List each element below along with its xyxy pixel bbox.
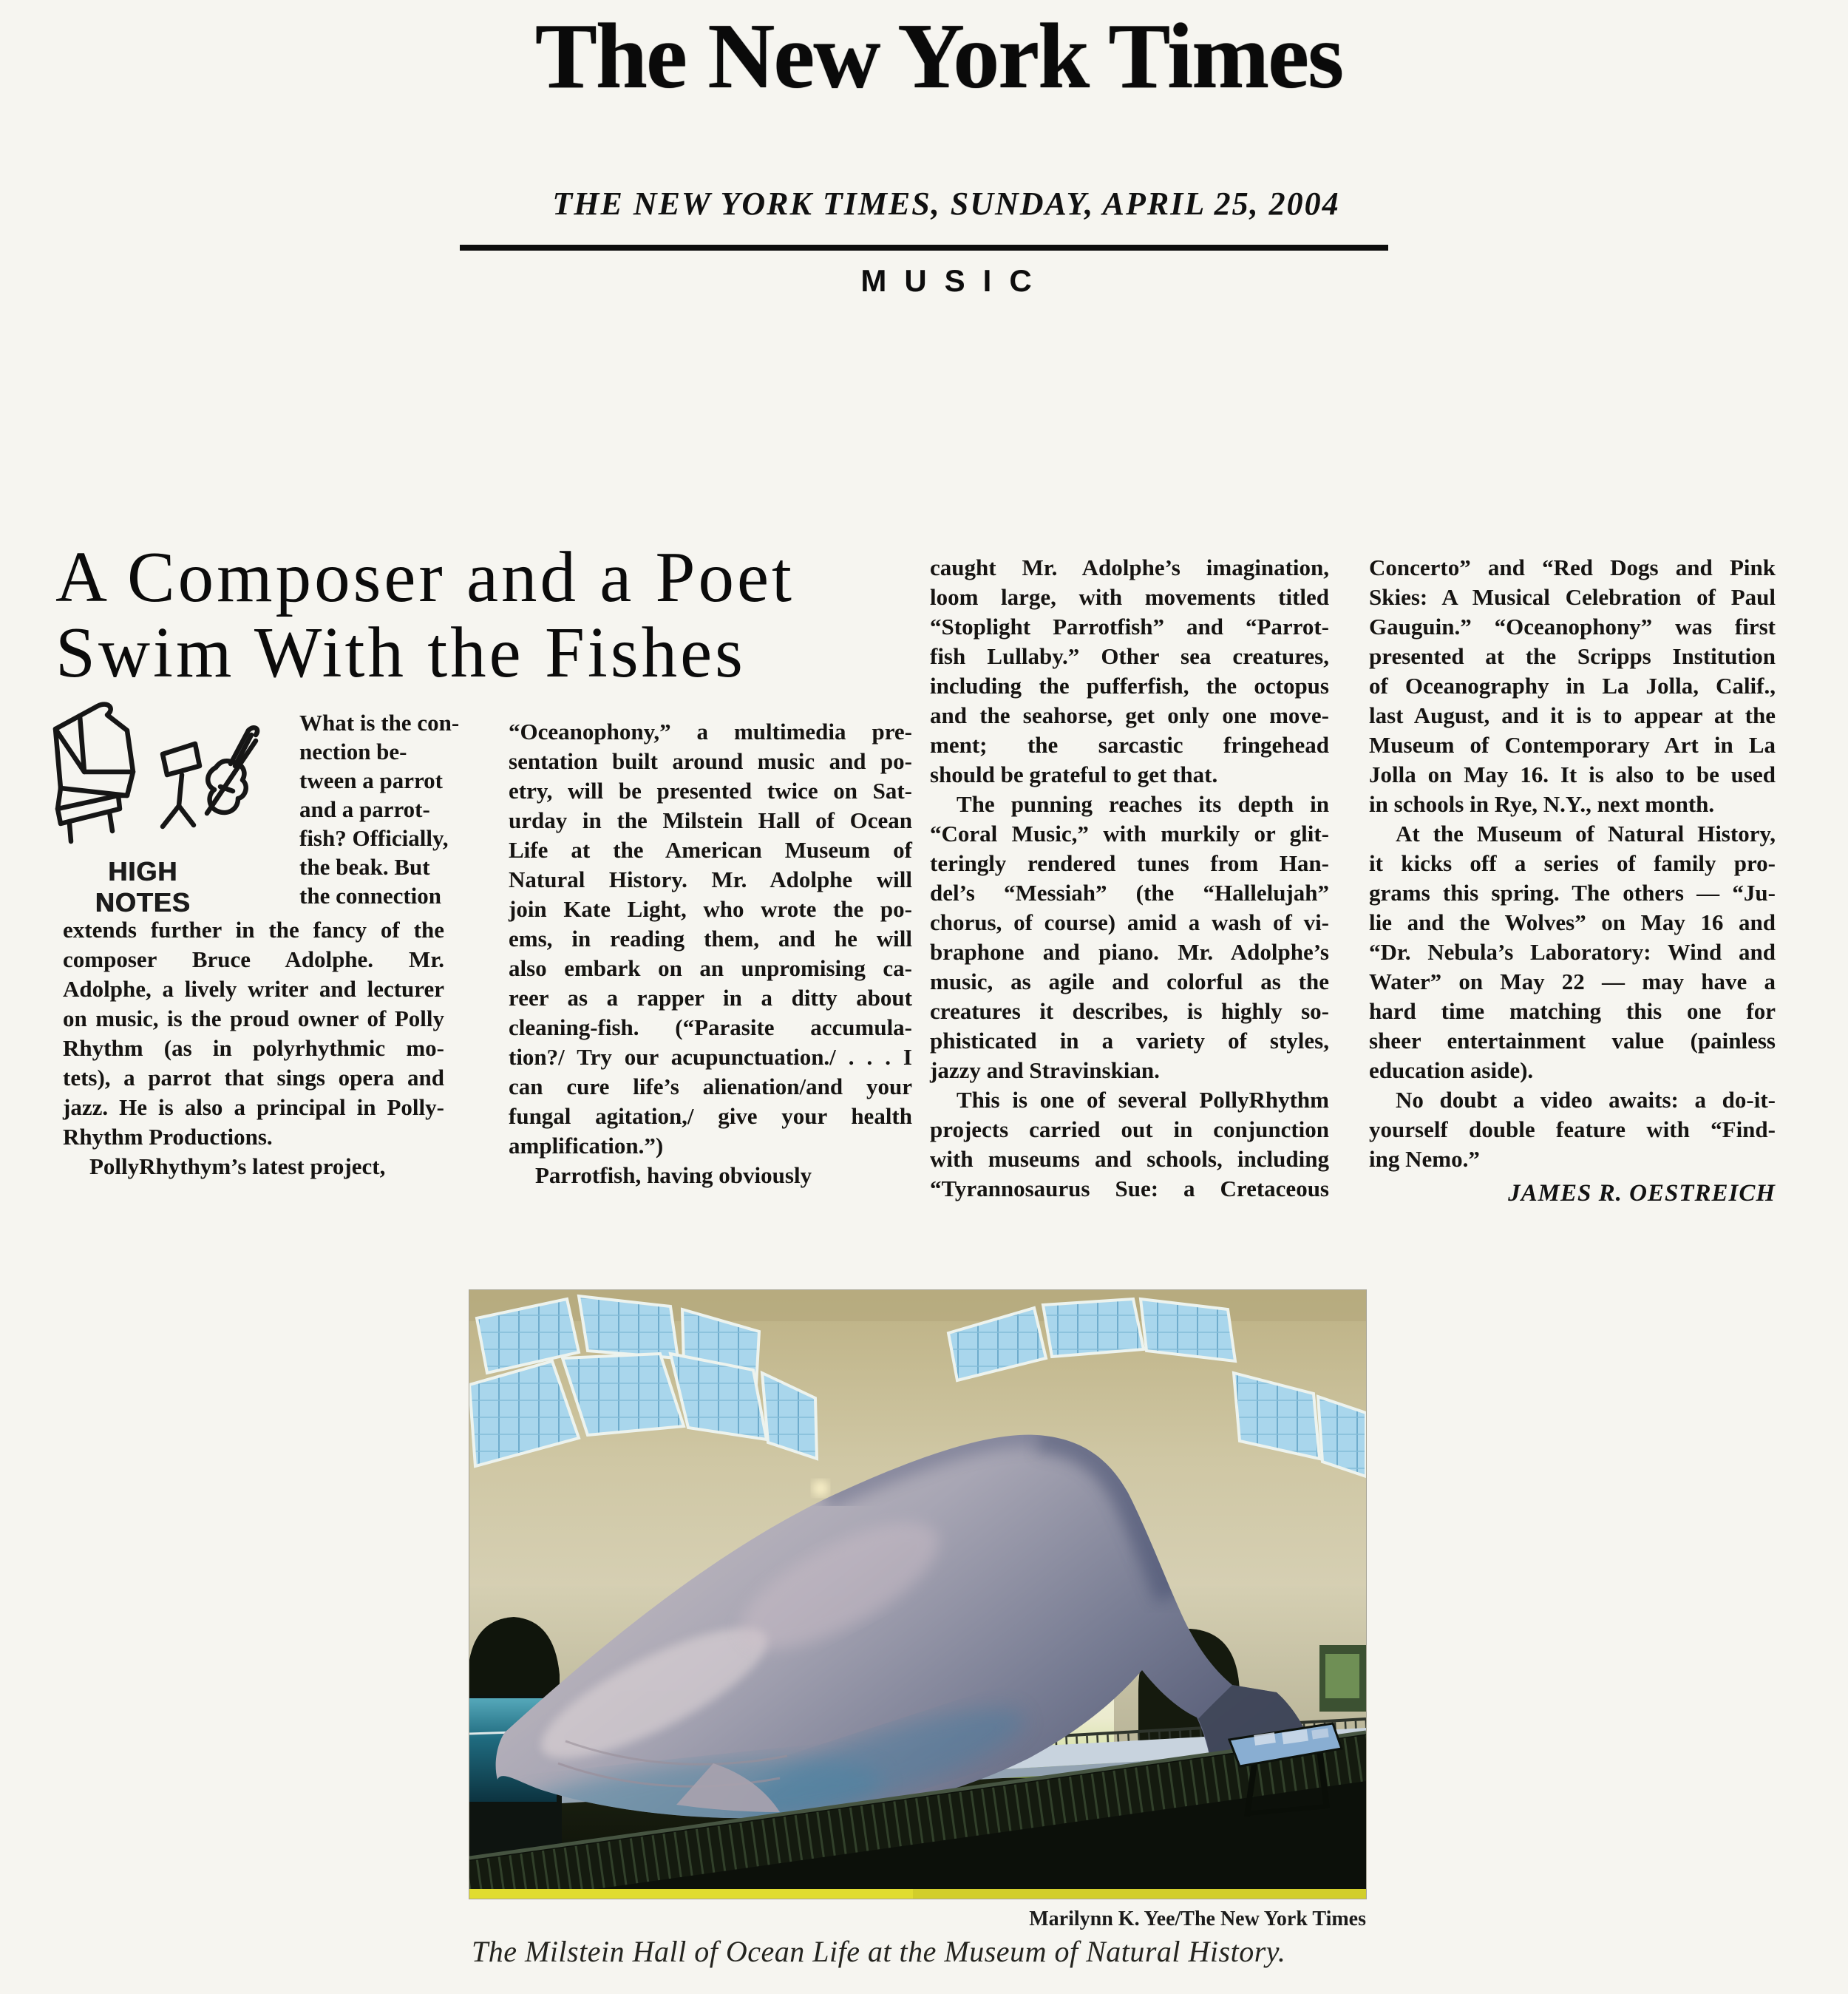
text-line: ems, in reading them, and he will xyxy=(509,926,912,952)
text-line: with museums and schools, including xyxy=(930,1146,1329,1172)
text-line: can cure life’s alienation/and your xyxy=(509,1074,912,1099)
text-line: reer as a rapper in a ditty about xyxy=(509,985,912,1011)
text-line: fungal agitation,/ give your health xyxy=(509,1103,912,1129)
kicker-label: HIGH NOTES xyxy=(95,856,191,918)
text-line: amplification.”) xyxy=(509,1133,664,1159)
section-rule xyxy=(460,245,1388,251)
text-line: Adolphe, a lively writer and lecturer xyxy=(63,976,444,1002)
text-line: Life at the American Museum of xyxy=(509,837,912,863)
photo-credit: Marilynn K. Yee/The New York Times xyxy=(1029,1907,1366,1930)
text-line: tets), a parrot that sings opera and xyxy=(63,1065,444,1091)
high-notes-icon xyxy=(50,701,287,852)
text-line: last August, and it is to appear at the xyxy=(1369,702,1776,728)
article-column-1 xyxy=(63,915,444,1181)
text-line: creatures it describes, is highly so- xyxy=(930,998,1329,1024)
text-line: in schools in Rye, N.Y., next month. xyxy=(1369,791,1715,817)
text-line: nection be- xyxy=(299,739,407,764)
text-line: Gauguin.” “Oceanophony” was first xyxy=(1369,614,1776,640)
text-line: jazz. He is also a principal in Polly- xyxy=(63,1094,444,1120)
text-line: Museum of Contemporary Art in La xyxy=(1369,732,1776,758)
text-line: “Dr. Nebula’s Laboratory: Wind and xyxy=(1369,939,1776,965)
masthead-title: The New York Times xyxy=(534,5,1343,108)
text-line: and the seahorse, get only one move- xyxy=(930,702,1329,728)
text-line: should be grateful to get that. xyxy=(930,762,1218,787)
text-line: it kicks off a series of family pro- xyxy=(1369,850,1776,876)
text-line: grams this spring. The others — “Ju- xyxy=(1369,880,1776,906)
text-line: “Oceanophony,” a multimedia pre- xyxy=(509,719,912,745)
photo-caption: The Milstein Hall of Ocean Life at the Museum of Natural History. xyxy=(472,1935,1286,1968)
text-line: composer Bruce Adolphe. Mr. xyxy=(63,946,444,972)
text-line: the beak. But xyxy=(299,854,430,880)
text-line: yourself double feature with “Find- xyxy=(1369,1116,1776,1142)
dateline: THE NEW YORK TIMES, SUNDAY, APRIL 25, 2004 xyxy=(552,186,1340,222)
photo-illustration xyxy=(469,1290,1366,1899)
text-line: Parrotfish, having obviously xyxy=(535,1162,812,1188)
text-line: hard time matching this one for xyxy=(1369,998,1776,1024)
text-line: What is the con- xyxy=(299,710,460,736)
article-column-4 xyxy=(1369,553,1776,1174)
text-line: education aside). xyxy=(1369,1057,1534,1083)
photo-bottom-strip xyxy=(469,1889,1366,1899)
text-line: chorus, of course) amid a wash of vi- xyxy=(930,909,1329,935)
text-line: extends further in the fancy of the xyxy=(63,917,444,943)
text-line: ing Nemo.” xyxy=(1369,1146,1480,1172)
article-byline: JAMES R. OESTREICH xyxy=(1508,1180,1776,1207)
text-line: of Oceanography in La Jolla, Calif., xyxy=(1369,673,1776,699)
text-line: “Tyrannosaurus Sue: a Cretaceous xyxy=(930,1176,1329,1201)
text-line: Rhythm Productions. xyxy=(63,1124,273,1150)
text-line: projects carried out in conjunction xyxy=(930,1116,1329,1142)
text-line: the connection xyxy=(299,883,442,909)
text-line: lie and the Wolves” on May 16 and xyxy=(1369,909,1776,935)
text-line: etry, will be presented twice on Sat- xyxy=(509,778,912,804)
text-line: Concerto” and “Red Dogs and Pink xyxy=(1369,555,1776,580)
text-line: fish? Officially, xyxy=(299,825,449,851)
text-line: Skies: A Musical Celebration of Paul xyxy=(1369,584,1776,610)
text-line: This is one of several PollyRhythm xyxy=(957,1087,1329,1113)
text-line: sheer entertainment value (painless xyxy=(1369,1028,1776,1054)
text-line: Natural History. Mr. Adolphe will xyxy=(509,867,912,892)
text-line: “Coral Music,” with murkily or glit- xyxy=(930,821,1329,847)
text-line: PollyRhythym’s latest project, xyxy=(89,1153,386,1179)
text-line: sentation built around music and po- xyxy=(509,748,912,774)
article-column-1-wrap xyxy=(299,708,484,910)
text-line: At the Museum of Natural History, xyxy=(1396,821,1776,847)
article-column-2 xyxy=(509,717,912,1190)
text-line: ment; the sarcastic fringehead xyxy=(930,732,1329,758)
headline-line-2: Swim With the Fishes xyxy=(55,613,746,692)
text-line: tween a parrot xyxy=(299,767,443,793)
text-line: on music, is the proud owner of Polly xyxy=(63,1006,444,1031)
text-line: teringly rendered tunes from Han- xyxy=(930,850,1329,876)
text-line: Jolla on May 16. It is also to be used xyxy=(1369,762,1776,787)
text-line: caught Mr. Adolphe’s imagination, xyxy=(930,555,1329,580)
text-line: “Stoplight Parrotfish” and “Parrot- xyxy=(930,614,1329,640)
headline xyxy=(55,540,942,691)
text-line: braphone and piano. Mr. Adolphe’s xyxy=(930,939,1329,965)
text-line: fish Lullaby.” Other sea creatures, xyxy=(930,643,1329,669)
article-column-3 xyxy=(930,553,1329,1204)
text-line: cleaning-fish. (“Parasite accumula- xyxy=(509,1014,912,1040)
text-line: The punning reaches its depth in xyxy=(957,791,1329,817)
text-line: phisticated in a variety of styles, xyxy=(930,1028,1329,1054)
text-line: urday in the Milstein Hall of Ocean xyxy=(509,807,912,833)
text-line: tion?/ Try our acupunctuation./ . . . I xyxy=(509,1044,912,1070)
text-line: join Kate Light, who wrote the po- xyxy=(509,896,912,922)
text-line: jazzy and Stravinskian. xyxy=(930,1057,1160,1083)
text-line: presented at the Scripps Institution xyxy=(1369,643,1776,669)
text-line: No doubt a video awaits: a do-it- xyxy=(1396,1087,1776,1113)
text-line: del’s “Messiah” (the “Hallelujah” xyxy=(930,880,1329,906)
text-line: music, as agile and colorful as the xyxy=(930,969,1329,994)
headline-line-1: A Composer and a Poet xyxy=(55,538,795,617)
text-line: including the pufferfish, the octopus xyxy=(930,673,1329,699)
text-line: Rhythm (as in polyrhythmic mo- xyxy=(63,1035,444,1061)
section-label: MUSIC xyxy=(860,263,1050,298)
photo-milstein-hall xyxy=(469,1290,1366,1899)
text-line: Water” on May 22 — may have a xyxy=(1369,969,1776,994)
text-line: also embark on an unpromising ca- xyxy=(509,955,912,981)
text-line: and a parrot- xyxy=(299,796,430,822)
text-line: loom large, with movements titled xyxy=(930,584,1329,610)
